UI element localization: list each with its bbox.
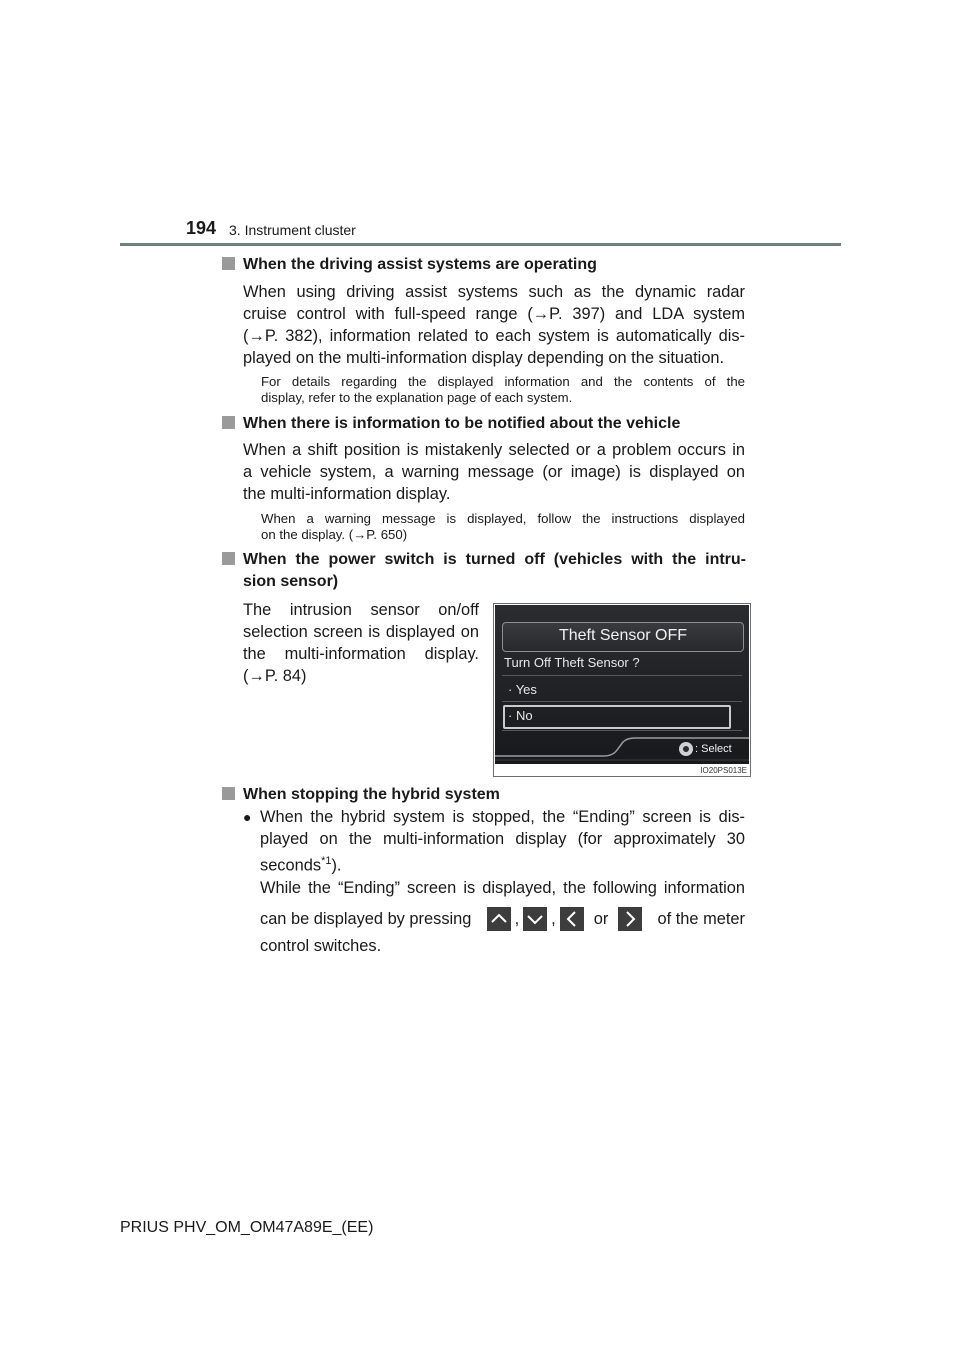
key-group: , , or <box>487 907 643 931</box>
chapter-title: 3. Instrument cluster <box>229 222 356 238</box>
note-vehicle-info: When a warning message is displayed, follow the instructions displayed on the display. (→P. 650) <box>261 511 745 542</box>
theft-sensor-screen-figure <box>493 603 751 777</box>
controller-dial-icon <box>679 742 693 756</box>
section-heading-power-switch: When the power switch is turned off (vehicles with the intru- sion sensor) <box>222 549 746 593</box>
paragraph-ending-info: While the “Ending” screen is displayed, the following information can be displayed by pressing , , or of the meter control switches. <box>260 879 745 955</box>
page-number: 194 <box>186 218 217 238</box>
select-label: : Select <box>695 743 732 755</box>
section-heading-stopping-hybrid: When stopping the hybrid system <box>222 784 500 806</box>
screen-question: Turn Off Theft Sensor ? <box>504 655 640 670</box>
section-square-icon <box>222 552 235 565</box>
paragraph-driving-assist: When using driving assist systems such as the dynamic radar cruise control with full-speed range (→P. 397) and LDA system (→P. 382), information related to each system is automatically dis- played on the multi-information display depending on the situation. <box>243 283 745 367</box>
display-screen <box>495 605 749 764</box>
section-heading-driving-assist: When the driving assist systems are operating <box>222 254 597 276</box>
option-yes: · Yes <box>508 682 537 697</box>
screen-title-bar: Theft Sensor OFF <box>502 622 744 652</box>
up-arrow-key-icon <box>487 907 511 931</box>
section-square-icon <box>222 257 235 270</box>
paragraph-vehicle-info: When a shift position is mistakenly selected or a problem occurs in a vehicle system, a warning message (or image) is displayed on the multi-information display. <box>243 441 745 503</box>
bullet-ending-screen: ● When the hybrid system is stopped, the “Ending” screen is dis- played on the multi-information display (for approximately 30 seconds$^{*1}$). <box>243 808 745 875</box>
image-code: IO20PS013E <box>700 766 747 775</box>
section-square-icon <box>222 787 235 800</box>
line-with-keys: can be displayed by pressing , , or of the meter <box>260 905 745 933</box>
section-square-icon <box>222 416 235 429</box>
option-no-selected: · No <box>503 705 731 729</box>
footer-code: PRIUS PHV_OM_OM47A89E_(EE) <box>120 1219 374 1236</box>
down-arrow-key-icon <box>523 907 547 931</box>
paragraph-power-switch: The intrusion sensor on/off selection screen is displayed on the multi-information display. (→P. 84) <box>243 601 479 685</box>
section-heading-vehicle-info: When there is information to be notified about the vehicle <box>222 413 680 435</box>
header-rule <box>120 243 841 246</box>
screen-swoosh-decoration <box>495 605 749 764</box>
bullet-line-seconds: seconds$^{*1}$). <box>260 855 342 875</box>
bullet-dot-icon: ● <box>243 809 252 825</box>
right-arrow-key-icon <box>618 907 642 931</box>
left-arrow-key-icon <box>560 907 584 931</box>
note-driving-assist: For details regarding the displayed information and the contents of the display, refer to the explanation page of each system. <box>261 374 745 405</box>
